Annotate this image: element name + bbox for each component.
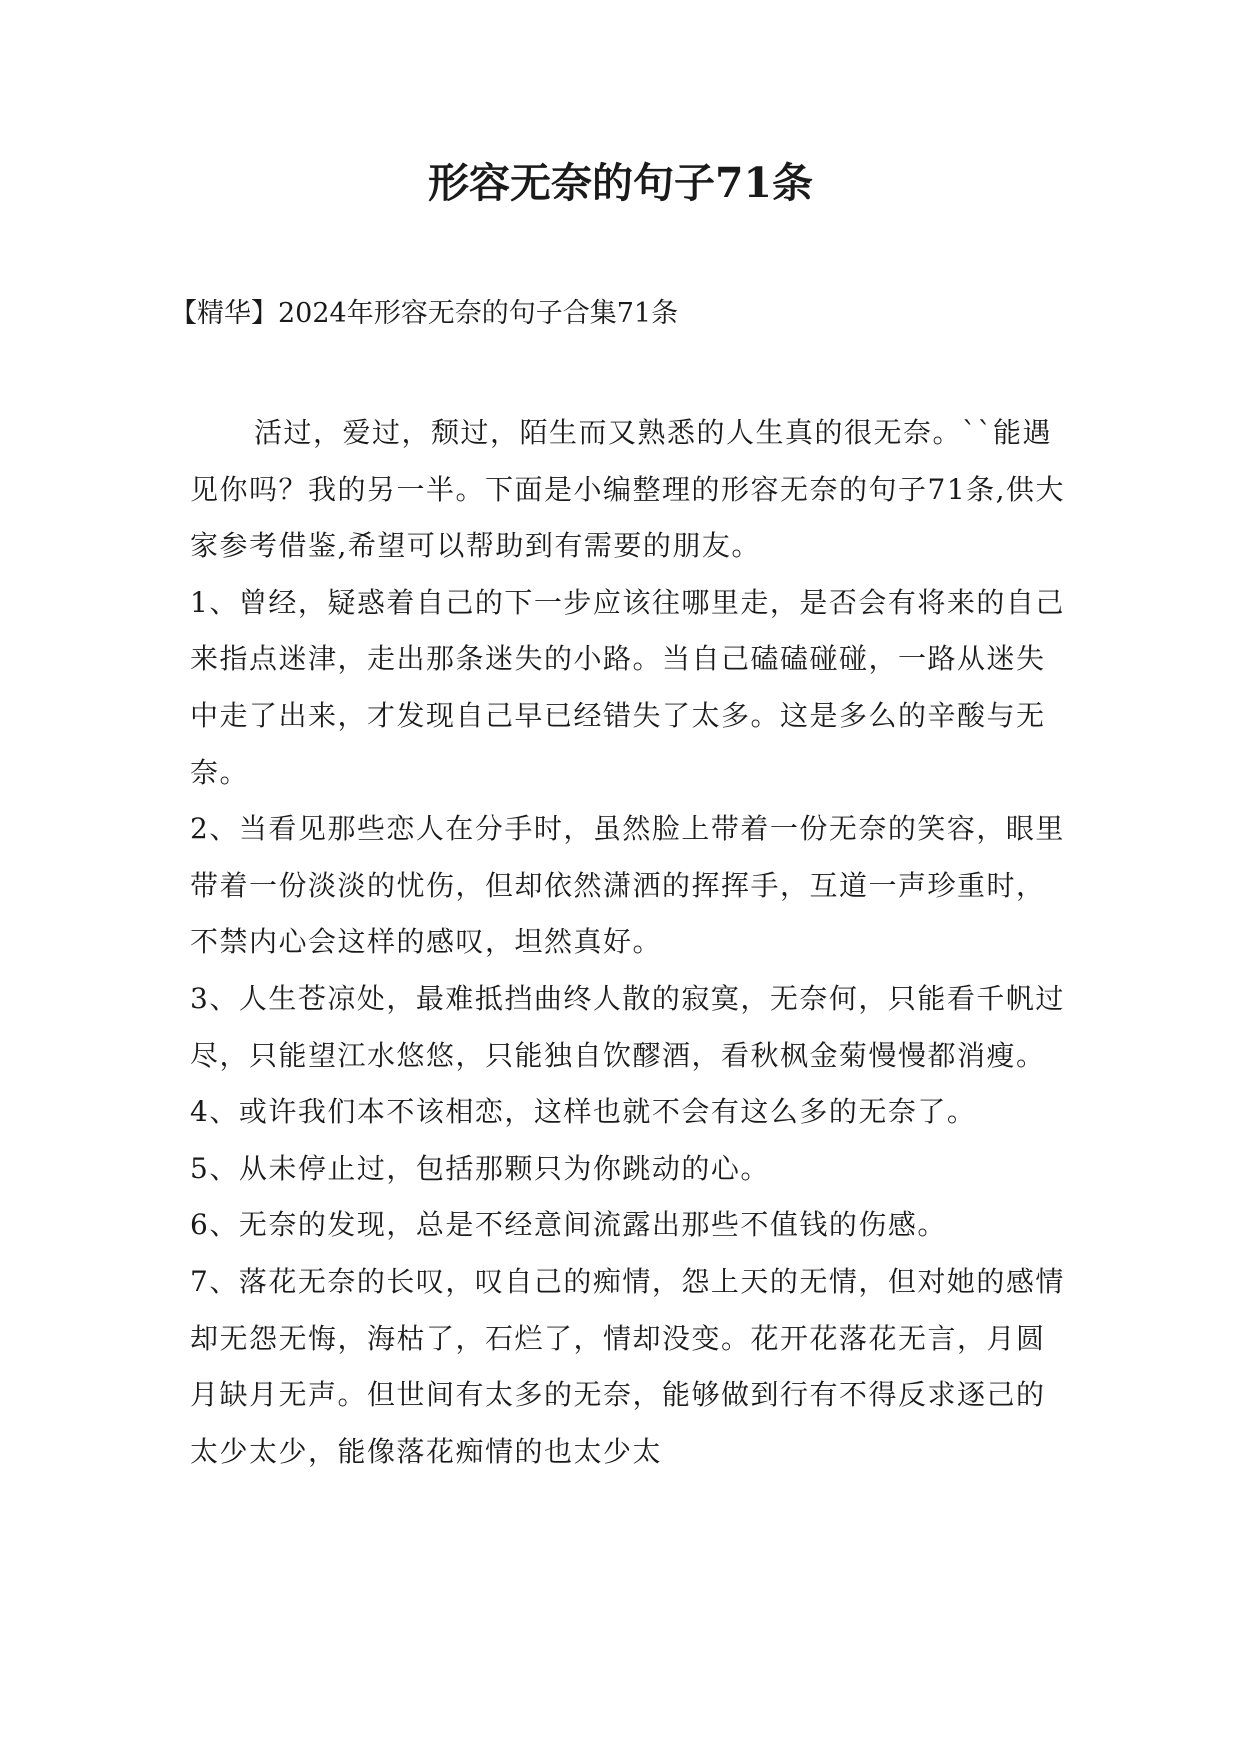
list-item: 1、曾经，疑惑着自己的下一步应该往哪里走，是否会有将来的自己来指点迷津，走出那条迷失的小路。当自己磕磕碰碰，一路从迷失中走了出来，才发现自己早已经错失了太多。这是多么的辛酸与无奈。 [190,585,1065,789]
list-item: 4、或许我们本不该相恋，这样也就不会有这么多的无奈了。 [190,1095,977,1129]
list-item: 7、落花无奈的长叹，叹自己的痴情，怨上天的无情，但对她的感情却无怨无悔，海枯了，石烂了，情却没变。花开花落花无言，月圆月缺月无声。但世间有太多的无奈，能够做到行有不得反求逐己的太少太少，能像落花痴情的也太少太 [190,1264,1065,1468]
document-subtitle: 【精华】2024年形容无奈的句子合集71条 [170,298,679,329]
list-item: 6、无奈的发现，总是不经意间流露出那些不值钱的伤感。 [190,1208,947,1242]
list-item: 3、人生苍凉处，最难抵挡曲终人散的寂寞，无奈何，只能看千帆过尽，只能望江水悠悠，只能独自饮醪酒，看秋枫金菊慢慢都消瘦。 [190,981,1065,1072]
list-item: 5、从未停止过，包括那颗只为你跳动的心。 [190,1151,770,1185]
document-body [190,405,1070,1480]
document-title: 形容无奈的句子71条 [427,159,814,207]
list-item: 2、当看见那些恋人在分手时，虽然脸上带着一份无奈的笑容，眼里带着一份淡淡的忧伤，但却依然潇洒的挥挥手，互道一声珍重时，不禁内心会这样的感叹，坦然真好。 [190,812,1065,959]
intro-paragraph: 活过，爱过，颓过，陌生而又熟悉的人生真的很无奈。``能遇见你吗？我的另一半。下面是小编整理的形容无奈的句子71条,供大家参考借鉴,希望可以帮助到有需要的朋友。 [190,416,1066,563]
